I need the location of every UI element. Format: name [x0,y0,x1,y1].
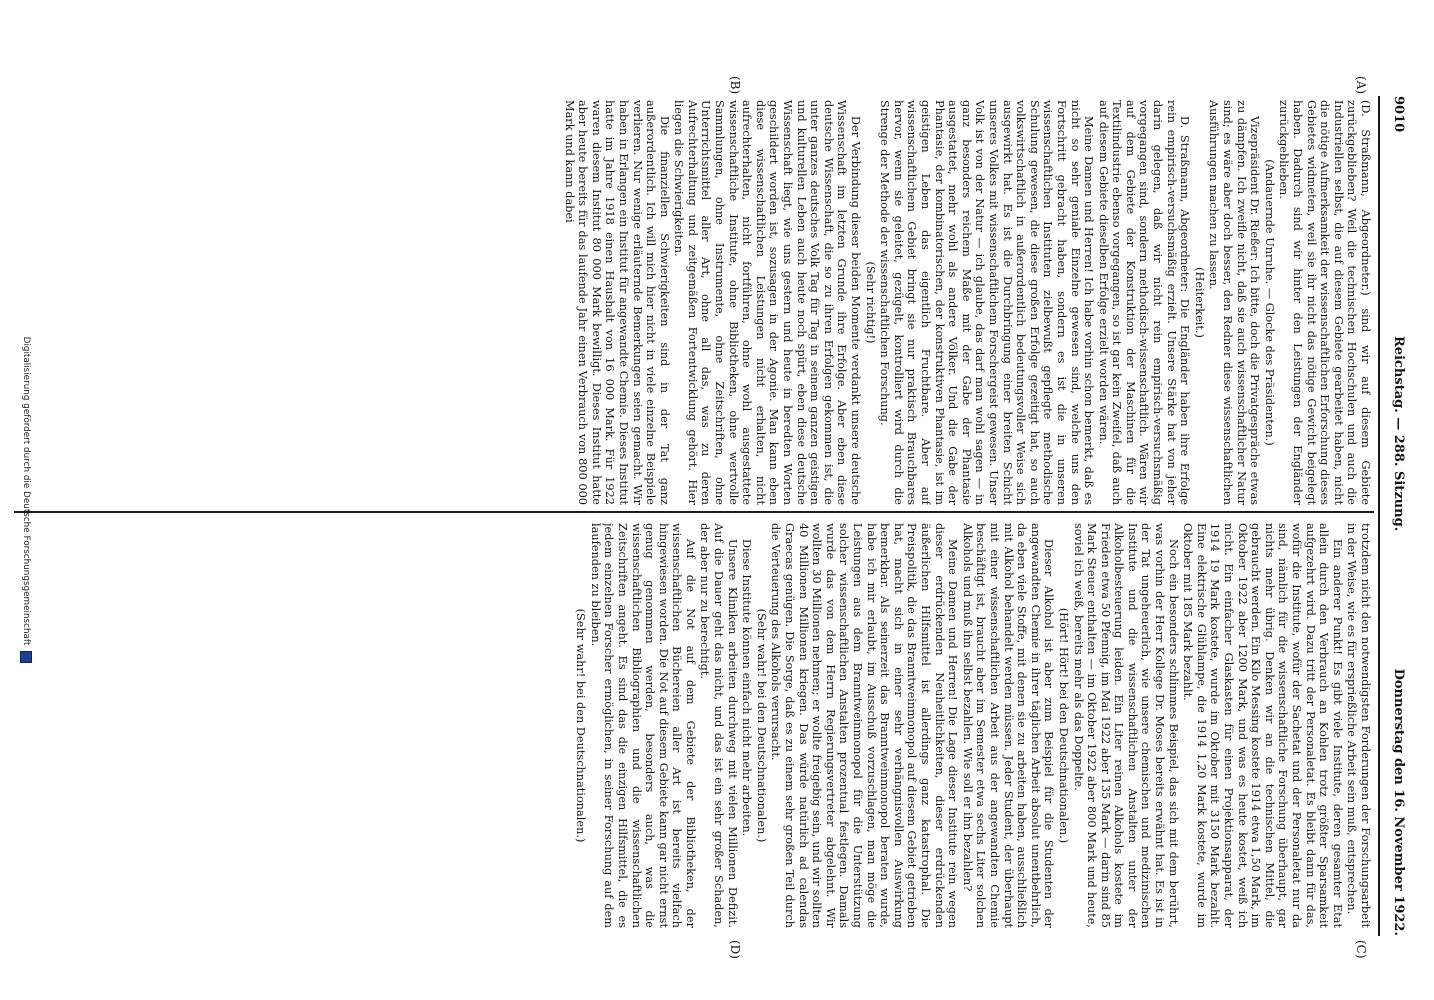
paragraph: trotzdem nicht den notwendigsten Forderungen der Forschungsarbeit in der Weise, wie es für ersprießliche Arbeit sein muß, entsprechen. [1345,523,1372,928]
paragraph: Ein anderer Punkt! Es gibt viele Institute, deren gesamter Etat allein durch den Verbrauch an Kohlen trotz größter Sparsamkeit aufgezehrt wird. Dazu tritt der Personaletat. Es bleibt dann für das, wofür die Institute, wofür der Sachetat und der Personaletat nur da sind, nämlich für die wissenschaftliche Forschung überhaupt, gar nichts mehr übrig. Denken wir an die technischen Mittel, die gebraucht werden. Ein Kilo Messing kostete 1914 etwa 1,50 Mark, im Oktober 1922 aber 1200 Mark, und was es heute kostet, weiß ich nicht. Ein einfacher Glaskasten für einen Projektionsapparat, der 1914 19 Mark kostete, wurde im Oktober mit 3150 Mark bezahlt. Eine elektrische Glühlampe, die 1914 1,20 Mark kostete, wurde im Oktober mit 185 Mark bezahlt. [1181,523,1344,928]
header-date: Donnerstag den 16. November 1922. [1391,668,1407,936]
margin-marker-b: (B) [728,76,742,95]
interjection: (Sehr richtig!) [863,261,877,344]
page-number: 9010 [1391,96,1407,133]
interjection: (Heiterkeit.) [1192,267,1206,338]
dfg-logo-icon [20,651,32,663]
credit-text: Digitalisierung gefördert durch die Deutsche Forschungsgemeinschaft [21,336,31,646]
paragraph: Diese Institute können einfach nicht mehr arbeiten. [740,539,754,837]
header-title: Reichstag. — 288. Sitzung. [1391,336,1407,532]
page-header [1384,96,1414,936]
margin-marker-d: (D) [728,940,742,959]
margin-marker-a: (A) [1354,76,1368,95]
paragraph: Auf die Not auf dem Gebiete der Bibliotheken, der wissenschaftlichen Büchereien aller Art ist bereits vielfach hingewiesen worden. Die Not auf diesem Gebiete kann gar nicht ernst genug genommen werden, besonders auch, was die wissenschaftlichen Bibliographien und die wissenschaftlichen Zeitschriften angeht. Es sind das die einzigen Hilfsmittel, die es jedem einzelnen Forscher ermöglichen, in seiner Forschung auf dem laufenden zu bleiben. [588,523,697,928]
right-column [12,523,1372,928]
interjection: (Sehr wahr! bei den Deutschnationalen.) [574,608,588,843]
left-column [12,100,1372,505]
paragraph: Der Verbindung dieser beiden Momente verdankt unsere deutsche Wissenschaft im letzten Grunde ihre Erfolge. Aber eben diese deutsche Wissenschaft, die so zu ihren Erfolgen gekommen ist, die unter ganzes deutsches Volk Tag für Tag in seinem ganzen geistigen und kulturellen Leben auch heute noch spürt, eben diese deutsche Wissenschaft liegt, wie uns gestern und heute in beredten Worten geschildert worden ist, sozusagen in der Agonie. Man kann eben diese wissenschaftlichen Leistungen nicht erhalten, nicht aufrechterhalten, nicht fortführen, ohne wohl ausgestattete wissenschaftliche Institute, ohne Bibliotheken, ohne wertvolle Sammlungen, ohne Instrumente, ohne Zeitschriften, ohne Unterrichtsmittel aller Art, ohne all das, was zu deren Aufrechterhaltung und zeitgemäßen Fortentwicklung gehört. Hier liegen die Schwierigkeiten. [672,100,863,505]
interjection: (Hört! Hört! bei den Deutschnationalen.) [1056,607,1070,844]
paragraph: Meine Damen und Herren! Die Lage dieser Institute rein wegen dieser erdrückenden Neuheitlichkeiten, dieser erdrückenden äußerlichen Hilfsmittel ist allerdings ganz katastrophal. Die Preispolitik, die das Branntweinmonopol auf diesem Gebiet getrieben hat, macht sich in einer sehr verhängnisvollen Auswirkung bemerkbar. Als seinerzeit das Branntweinmonopol beraten wurde, habe ich mir erlaubt, im Ausschuß vorzuschlagen, man möge die Leistungen aus dem Branntweinmonopol für die Unterstützung solcher wissenschaftlichen Anstalten prozentual festlegen. Damals wurde das von dem Herrn Regierungsvertreter abgelehnt. Wir wollten 30 Millionen nehmen; er wollte freigebig sein, und wir sollten 40 Millionen Millionen kriegen. Das würde natürlich ad calendas Graecas genügen. Die Sorge, daß es zu einem sehr großen Teil durch die Verteuerung des Alkohols verursacht. [769,523,960,928]
paragraph: D. Straßmann, Abgeordneter: Die Engländer haben ihre Erfolge rein empirisch-versuchsmäßig erzielt. Unsere Stärke hat von jeher darin gelegen, daß wir nicht rein empirisch-versuchsmäßig vorgegangen sind, sondern methodisch-wissenschaftlich. Wären wir auf dem Gebiete der Konstruktion der Maschinen für die Textilindustrie ebenso vorgegangen, so ist gar kein Zweifel, daß auch auf diesem Gebiete dieselben Erfolge erzielt worden wären. [1096,100,1192,505]
paragraph: Noch ein besonders schlimmes Beispiel, das sich mit dem berührt, was vorhin der Herr Kollege Dr. Moses bereits erwähnt hat. Es ist in der Tat ungeheuerlich, wie unsere chemischen und medizinischen Institute und die wissenschaftlichen Anstalten unter der Alkoholbesteuerung leiden. Ein Liter reinen Alkohols kostete im Frieden etwa 50 Pfennig, im Mai 1922 aber 135 Mark — darin sind 85 Mark Steuer enthalten — im Oktober 1922 aber 800 Mark und heute, soviel ich weiß, bereits mehr als das Doppelte. [1071,523,1180,928]
paragraph: (D. Straßmann, Abgeordneter.) sind wir auf diesem Gebiete zurückgeblieben? Weil die technischen Hochschulen und auch die Industriellen selbst, die auf diesem Gebiete gearbeitet haben, nicht die nötige Aufmerksamkeit der wissenschaftlichen Erforschung dieses Gebietes widmeten, weil sie ihr nicht das nötige Gewicht beigelegt haben. Dadurch sind wir hinter den Leistungen der Engländer zurückgeblieben. [1277,100,1372,505]
interjection: (Sehr wahr! bei den Deutschnationalen.) [754,608,768,843]
paragraph: Die finanziellen Schwierigkeiten sind in der Tat ganz außerordentlich. Ich will mich hier nicht in viele einzelne Beispiele verlieren. Nur wenige erläuternde Bemerkungen seien gemacht. Wir haben in Erlangen ein Institut für angewandte Chemie. Dieses Institut hatte im Jahre 1918 einen Haushalt von 16 000 Mark. Für 1922 waren diesem Institut 80 000 Mark bewilligt. Dieses Institut hatte aber heute bereits für das laufende Jahr einen Verbrauch von 800 000 Mark und kann dabei [562,100,671,505]
header-rule [1378,96,1380,936]
interjection: (Andauernde Unruhe. — Glocke des Präsidenten.) [1262,159,1276,446]
paragraph: Unsere Kliniken arbeiten durchweg mit vielen Millionen Defizit. Auf die Dauer geht das nicht, und das ist ein sehr großer Schaden, der aber nur zu berechtigt. [698,523,739,928]
paragraph: Dieser Alkohol ist aber zum Beispiel für die Studenten der angewandten Chemie in ihrer täglichen Arbeit absolut unentbehrlich, da eben viele Stoffe, mit denen sie zu arbeiten haben, ausschließlich mit Alkohol behandelt werden müssen. Jeder Student, der überhaupt mit einer wissenschaftlichen Arbeit aus der angewandten Chemie beschäftigt ist, braucht aber im Semester etwa sechs Liter solchen Alkohols und muß ihn selbst bezahlen. Wie soll er ihn bezahlen? [960,523,1056,928]
column-divider [14,511,1374,513]
digitization-credit [14,0,38,1000]
paragraph: Meine Damen und Herren! Ich habe vorhin schon bemerkt, daß es nicht so sehr geniale Einzelne gewesen sind, welche uns den Fortschritt gebracht haben, sondern es ist die in unseren wissenschaftlichen Instituten zielbewußt gepflegte methodische Schulung gewesen, die diese großen Erfolge gezeitigt hat, so auch volkswirtschaftlich in außerordentlich bedeutungsvoller Weise sich ausgewirkt hat. Es ist die Durchbringung einer breiten Schicht unseres Volkes mit wissenschaftlichem Forschergeist gewesen. Unser Volk ist von der Natur — ich glaube, das darf man wohl sagen — in ganz besonders reichem Maße mit der Gabe der Phantasie ausgestattet, mehr wohl als andere Völker. Und die Gabe der Phantasie, der kombinatorischen, der konstruktiven Phantasie, ist im geistigen Leben das eigentlich Fruchtbare. Aber auf wissenschaftlichem Gebiet bringt sie nur praktisch Brauchbares hervor, wenn sie geleitet, gezügelt, kontrolliert wird durch die Strenge der Methode der wissenschaftlichen Forschung. [878,100,1096,505]
paragraph: Vizepräsident Dr. Rießer: Ich bitte, doch die Privatgespräche etwas zu dämpfen. Ich zweifle nicht, daß sie auch wissenschaftlicher Natur sind; es wäre aber doch besser, den Redner diese wissenschaftlichen Ausführungen machen zu lassen. [1207,100,1262,505]
margin-marker-c: (C) [1354,940,1368,959]
